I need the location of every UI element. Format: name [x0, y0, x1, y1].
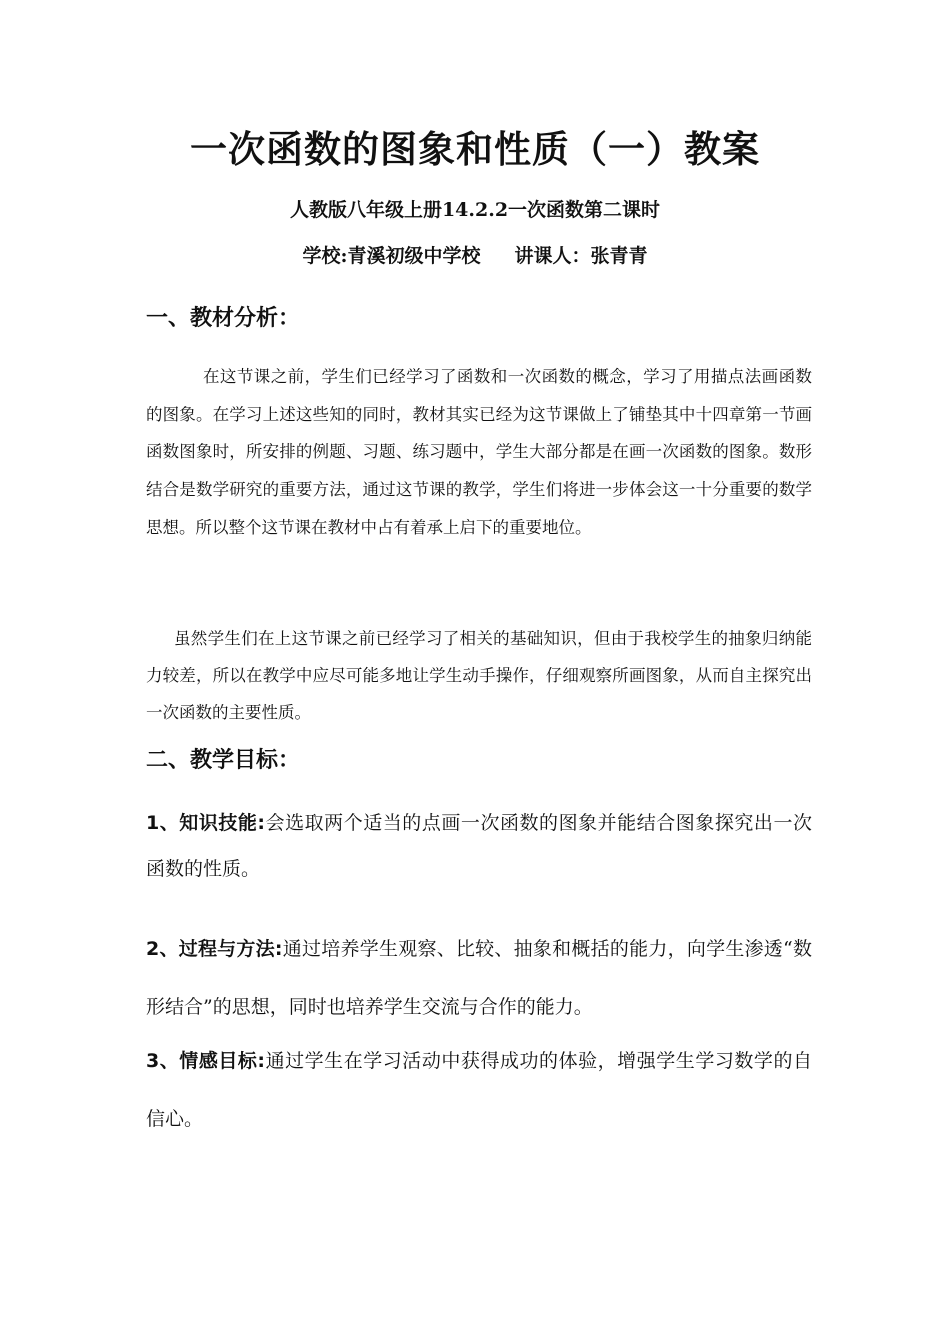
goal-label: 2、过程与方法:: [146, 938, 283, 960]
school-teacher-line: [0, 242, 950, 270]
material-analysis-paragraph-1: 在这节课之前，学生们已经学习了函数和一次函数的概念，学习了用描点法画函数的图象。在学习上述这些知的同时，教材其实已经为这节课做上了铺垫其中十四章第一节画函数图象时，所安排的例题、习题、练习题中，学生大部分都是在画一次函数的图象。数形结合是数学研究的重要方法，通过这节课的教学，学生们将进一步体会这一十分重要的数学思想。所以整个这节课在教材中占有着承上启下的重要地位。: [146, 367, 812, 537]
school-name: 学校:青溪初级中学校: [302, 245, 481, 267]
goal-emotional: [146, 1032, 812, 1148]
material-analysis-paragraph-2: 虽然学生们在上这节课之前已经学习了相关的基础知识，但由于我校学生的抽象归纳能力较差，所以在教学中应尽可能多地让学生动手操作，仔细观察所画图象，从而自主探究出一次函数的主要性质。: [146, 629, 812, 722]
goal-knowledge-skills: [146, 800, 812, 892]
document-subtitle: 人教版八年级上册14.2.2一次函数第二课时: [289, 199, 661, 221]
section-heading-teaching-goals: 二、教学目标：: [146, 747, 301, 773]
teacher-name: 讲课人：张青青: [514, 245, 648, 267]
section-heading-material-analysis: 一、教材分析：: [146, 305, 301, 331]
goal-process-methods: [146, 920, 812, 1036]
goal-text: 通过学生在学习活动中获得成功的体验，增强学生学习数学的自信心。: [146, 1050, 812, 1130]
goal-text: 通过培养学生观察、比较、抽象和概括的能力，向学生渗透“数形结合”的思想，同时也培养学生交流与合作的能力。: [146, 938, 812, 1018]
goal-label: 1、知识技能:: [146, 812, 266, 834]
goal-text: 会选取两个适当的点画一次函数的图象并能结合图象探究出一次函数的性质。: [146, 812, 812, 880]
document-title: 一次函数的图象和性质（一）教案: [190, 128, 760, 171]
goal-label: 3、情感目标:: [146, 1050, 266, 1072]
